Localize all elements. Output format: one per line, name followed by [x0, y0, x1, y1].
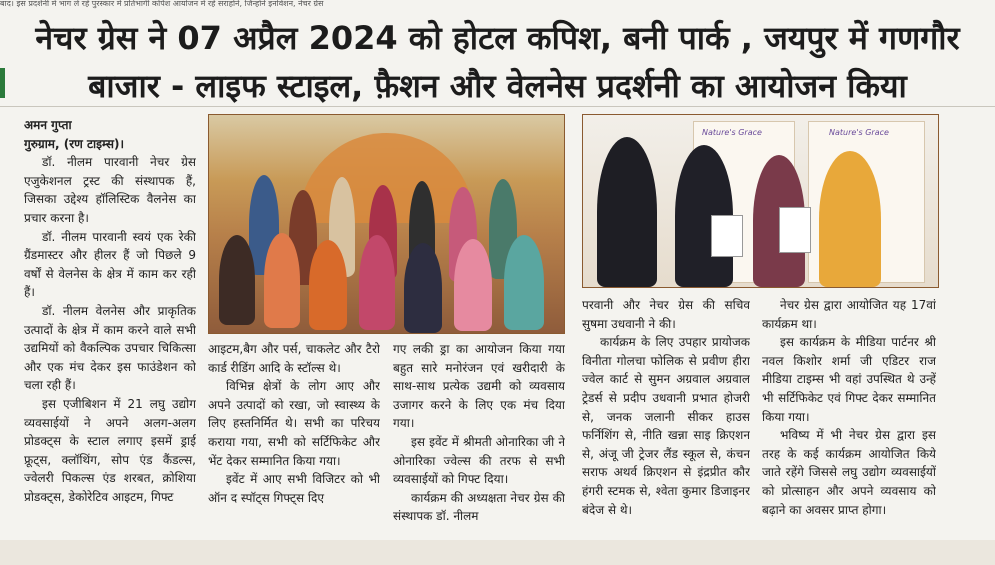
- paragraph: विभिन्न क्षेत्रों के लोग आए और अपने उत्पादों को रखा, जो स्वास्थ्य के लिए हस्तनिर्मित थे। सभी का परिचय कराया गया, सभी को सर्टिफिकेट और भेंट देकर सम्मानित किया गया।: [208, 379, 380, 468]
- person-figure: [404, 243, 442, 333]
- paragraph: आइटम,बैग और पर्स, चाकलेट और टैरो कार्ड रीडिंग आदि के स्टॉल्स थे।: [208, 342, 380, 375]
- paragraph: कार्यक्रम के लिए उपहार प्रायोजक विनीता गोलचा फोलिक से प्रवीण हीरा ज्वेल कार्ट से सुमन अग्रवाल अग्रवाल ट्रेडर्स से प्रदीप उधवानी प्रभात होजरी से, जनक जलानी सीकर हाउस फर्निशिंग से, नीति खन्ना साइ क्रिएशन से, अंजू जी ट्रेजर लैंड स्कूल से, कंचन सराफ अथर्व क्रिएशन से इंद्रप्रीत कौर हंगरी स्टमक से, श्वेता कुमार डिजाइनर बंदेज से थे।: [582, 335, 750, 517]
- person-figure: [454, 239, 492, 331]
- paragraph: इस कार्यक्रम के मीडिया पार्टनर श्री नवल किशोर शर्मा जी एडिटर राज मीडिया टाइम्स भी वहां उपस्थित थे उन्हें भी सर्टिफिकेट एवं गिफ्ट देकर सम्मानित किया गया।: [762, 335, 936, 424]
- paragraph: डॉ. नीलम पारवानी नेचर ग्रेस एजुकेशनल ट्रस्ट की संस्थापक हैं, जिसका उद्देश्य हॉलिस्टिक वैलनेस का प्रचार करना है।: [24, 155, 196, 225]
- headline-divider: [0, 106, 995, 107]
- paragraph: गए लकी ड्रा का आयोजन किया गया बहुत सारे मनोरंजन एवं खरीदारी के साथ-साथ प्रत्येक उद्यमी को व्यवसाय उजागर करने के लिए एक मंच दिया गया।: [393, 342, 565, 431]
- award-photo: [582, 114, 939, 288]
- banner-logo-text: Nature's Grace: [829, 128, 889, 137]
- person-figure: [264, 233, 300, 328]
- paragraph: डॉ. नीलम वेलनेस और प्राकृतिक उत्पादों के क्षेत्र में काम करने वाले सभी उद्यमियों को वैकल्पिक उपचार चिकित्सा और एक मंच देकर इस फाउंडेशन को चला रही हैं।: [24, 303, 196, 393]
- previous-article-strip: बाद। इस प्रदर्शनी में भाग ले रहे पुरस्कार में प्रतिभागी कपिश आयोजन में रहे सराहोने, जिन्होंने इनोवेशन, नेचर ग्रेस: [0, 0, 324, 8]
- paragraph: परवानी और नेचर ग्रेस की सचिव सुषमा उधवानी ने की।: [582, 298, 750, 331]
- paragraph: डॉ. नीलम पारवानी स्वयं एक रेकी ग्रैंडमास्टर और हीलर हैं जो पिछले 9 वर्षों से वेलनेस के क्षेत्र में काम कर रही हैं।: [24, 229, 196, 300]
- headline-line-1: नेचर ग्रेस ने 07 अप्रैल 2024 को होटल कपिश, बनी पार्क , जयपुर में गणगौर: [35, 19, 960, 57]
- group-photo: [208, 114, 565, 334]
- certificate: [779, 207, 811, 253]
- certificate: [711, 215, 743, 257]
- article-column-1: [24, 116, 196, 540]
- person-figure: [309, 240, 347, 330]
- article-headline: [0, 16, 995, 108]
- person-figure: [819, 151, 881, 287]
- paragraph: कार्यक्रम की अध्यक्षता नेचर ग्रेस की संस्थापक डॉ. नीलम: [393, 490, 565, 524]
- person-figure: [597, 137, 657, 287]
- paragraph: भविष्य में भी नेचर ग्रेस द्वारा इस तरह के कई कार्यक्रम आयोजित किये जाते रहेंगे जिससे लघु उद्योग व्यवसाईयों को प्रोत्साहन और अपने व्यवसाय को बढ़ाने का अवसर प्राप्त होगा।: [762, 428, 936, 517]
- paragraph: नेचर ग्रेस द्वारा आयोजित यह 17वां कार्यक्रम था।: [762, 298, 936, 331]
- article-column-3: [393, 340, 565, 540]
- article-column-5: [762, 296, 936, 540]
- person-figure: [359, 235, 395, 330]
- article-column-2: [208, 340, 380, 540]
- person-figure: [504, 235, 544, 330]
- byline-author: अमन गुप्ता: [24, 118, 72, 132]
- article-column-4: [582, 296, 750, 540]
- byline-location: गुरुग्राम, (रण टाइम्स)।: [24, 136, 125, 151]
- banner-logo-text: Nature's Grace: [702, 128, 762, 137]
- next-article-strip: [0, 540, 995, 565]
- headline-line-2: बाजार - लाइफ स्टाइल, फ़ैशन और वेलनेस प्रदर्शनी का आयोजन किया: [88, 67, 907, 105]
- paragraph: इवेंट में आए सभी विजिटर को भी ऑन द स्पॉट्स गिफ्ट्स दिए: [208, 472, 380, 505]
- paragraph: इस एजीबिशन में 21 लघु उद्योग व्यवसाईयों ने अपने अलग-अलग प्रोडक्ट्स के स्टाल लगाए इसमें ड्राई फ्रूट्स, क्लॉथिंग, सोप एंड कैंडल्स, ज्वेलरी पिकल्स एंड शरबत, क्रोशिया प्रोडक्ट्स, डेकोरेटिव आइटम, गिफ्ट: [24, 396, 196, 504]
- paragraph: इस इवेंट में श्रीमती ओनारिका जी ने ओनारिका ज्वेल्स की तरफ से सभी व्यवसाईयों को गिफ्ट दिया।: [393, 434, 565, 487]
- person-figure: [219, 235, 255, 325]
